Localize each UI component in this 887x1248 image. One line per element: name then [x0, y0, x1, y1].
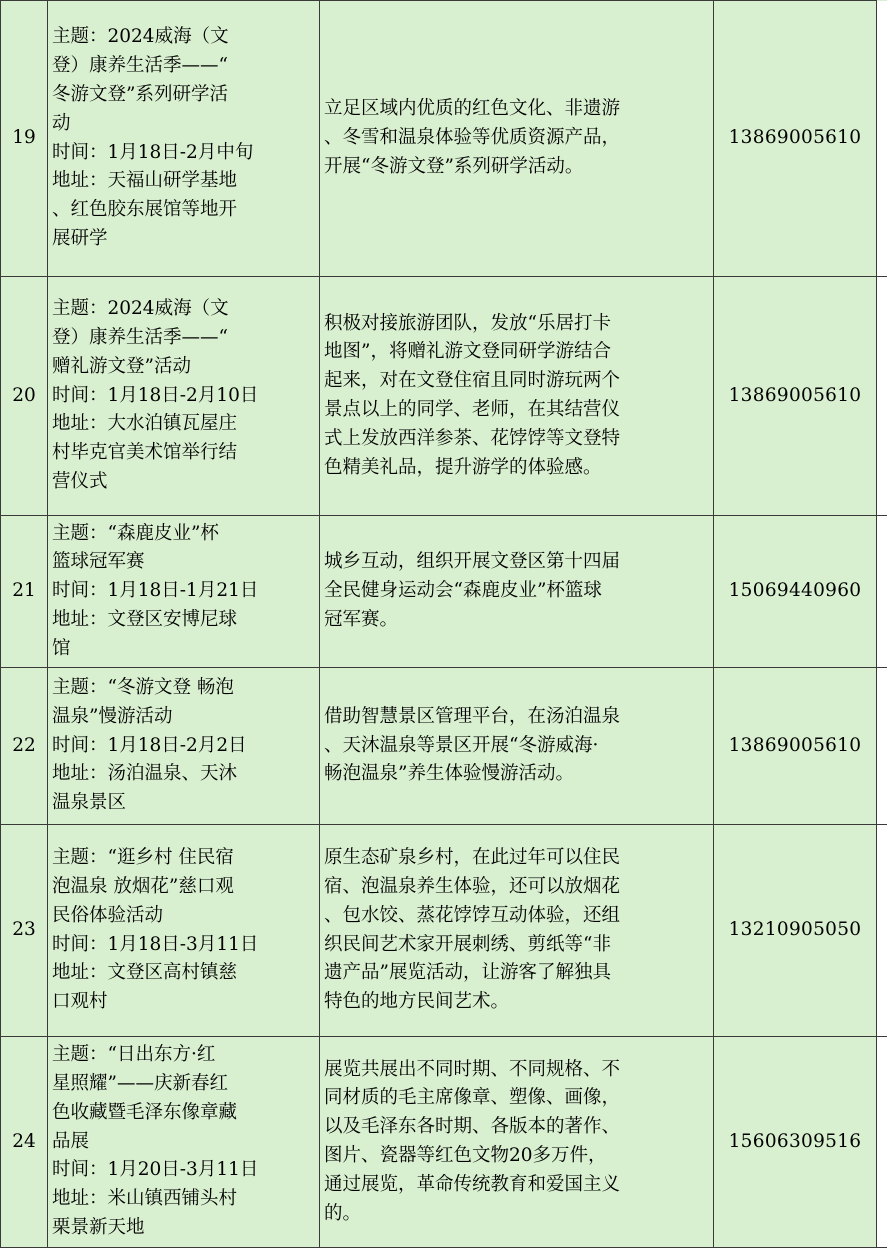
row-number: 23 — [1, 825, 48, 1037]
topic-line: 温泉景区 — [52, 789, 315, 818]
description-line: 通过展览，革命传统教育和爱国主义 — [324, 1171, 709, 1200]
activity-topic-cell — [48, 668, 320, 825]
trailing-cell — [877, 1037, 887, 1248]
topic-line: 主题：2024威海（文 — [52, 23, 315, 52]
description-line: 遗产品”展览活动，让游客了解独具 — [324, 959, 709, 988]
row-number: 22 — [1, 668, 48, 825]
trailing-cell — [877, 825, 887, 1037]
description-line: 地图”，将赠礼游文登同研学游结合 — [324, 338, 709, 367]
row-number: 20 — [1, 277, 48, 516]
activity-description-cell — [320, 1, 714, 277]
contact-phone: 15069440960 — [714, 516, 877, 668]
topic-line: 馆 — [52, 635, 315, 664]
description-line: 畅泡温泉”养生体验慢游活动。 — [324, 760, 709, 789]
topic-line: 时间：1月18日-2月10日 — [52, 382, 315, 411]
description-line: 展览共展出不同时期、不同规格、不 — [324, 1056, 709, 1085]
topic-line: 地址：汤泊温泉、天沐 — [52, 760, 315, 789]
table-row — [1, 668, 887, 825]
topic-line: 主题：“冬游文登 畅泡 — [52, 674, 315, 703]
topic-line: 登）康养生活季——“ — [52, 52, 315, 81]
topic-line: 民俗体验活动 — [52, 902, 315, 931]
description-line: 式上发放西洋参茶、花饽饽等文登特 — [324, 425, 709, 454]
topic-line: 品展 — [52, 1128, 315, 1157]
description-line: 冠军赛。 — [324, 606, 709, 635]
topic-line: 栗景新天地 — [52, 1214, 315, 1243]
description-line: 色精美礼品，提升游学的体验感。 — [324, 454, 709, 483]
topic-line: 地址：文登区高村镇慈 — [52, 959, 315, 988]
trailing-cell — [877, 1, 887, 277]
contact-phone: 13210905050 — [714, 825, 877, 1037]
activity-description-cell — [320, 825, 714, 1037]
topic-line: 登）康养生活季——“ — [52, 324, 315, 353]
trailing-cell — [877, 668, 887, 825]
activity-topic-cell — [48, 277, 320, 516]
description-line: 、冬雪和温泉体验等优质资源产品， — [324, 124, 709, 153]
activity-topic-cell — [48, 825, 320, 1037]
topic-line: 口观村 — [52, 988, 315, 1017]
contact-phone: 13869005610 — [714, 668, 877, 825]
topic-line: 时间：1月18日-1月21日 — [52, 577, 315, 606]
topic-line: 主题：“日出东方·红 — [52, 1041, 315, 1070]
description-line: 开展“冬游文登”系列研学活动。 — [324, 153, 709, 182]
activity-description-cell — [320, 1037, 714, 1248]
activity-topic-cell — [48, 516, 320, 668]
description-line: 借助智慧景区管理平台，在汤泊温泉 — [324, 703, 709, 732]
trailing-cell — [877, 516, 887, 668]
description-line: 原生态矿泉乡村，在此过年可以住民 — [324, 844, 709, 873]
topic-line: 时间：1月18日-2月2日 — [52, 732, 315, 761]
topic-line: 地址：文登区安博尼球 — [52, 606, 315, 635]
description-line: 城乡互动，组织开展文登区第十四届 — [324, 548, 709, 577]
activity-topic-cell — [48, 1037, 320, 1248]
description-line: 特色的地方民间艺术。 — [324, 988, 709, 1017]
description-line: 宿、泡温泉养生体验，还可以放烟花 — [324, 873, 709, 902]
trailing-cell — [877, 277, 887, 516]
description-line: 的。 — [324, 1200, 709, 1229]
activity-description-cell — [320, 516, 714, 668]
description-line: 全民健身运动会“森鹿皮业”杯篮球 — [324, 577, 709, 606]
topic-line: 地址：米山镇西铺头村 — [52, 1185, 315, 1214]
topic-line: 时间：1月18日-3月11日 — [52, 931, 315, 960]
topic-line: 星照耀”——庆新春红 — [52, 1070, 315, 1099]
topic-line: 、红色胶东展馆等地开 — [52, 196, 315, 225]
contact-phone: 15606309516 — [714, 1037, 877, 1248]
topic-line: 色收藏暨毛泽东像章藏 — [52, 1099, 315, 1128]
table-row — [1, 825, 887, 1037]
description-line: 立足区域内优质的红色文化、非遗游 — [324, 95, 709, 124]
topic-line: 温泉”慢游活动 — [52, 703, 315, 732]
description-line: 织民间艺术家开展刺绣、剪纸等“非 — [324, 931, 709, 960]
topic-line: 时间：1月20日-3月11日 — [52, 1156, 315, 1185]
row-number: 19 — [1, 1, 48, 277]
topic-line: 主题：“森鹿皮业”杯 — [52, 520, 315, 549]
contact-phone: 13869005610 — [714, 1, 877, 277]
description-line: 、天沐温泉等景区开展“冬游威海· — [324, 732, 709, 761]
row-number: 21 — [1, 516, 48, 668]
description-line: 积极对接旅游团队，发放“乐居打卡 — [324, 310, 709, 339]
activity-topic-cell — [48, 1, 320, 277]
contact-phone: 13869005610 — [714, 277, 877, 516]
row-number: 24 — [1, 1037, 48, 1248]
table-row — [1, 1037, 887, 1248]
description-line: 同材质的毛主席像章、塑像、画像， — [324, 1084, 709, 1113]
activity-description-cell — [320, 277, 714, 516]
topic-line: 冬游文登”系列研学活 — [52, 81, 315, 110]
topic-line: 泡温泉 放烟花”慈口观 — [52, 873, 315, 902]
topic-line: 地址：天福山研学基地 — [52, 167, 315, 196]
table-body — [1, 1, 887, 1248]
topic-line: 村毕克官美术馆举行结 — [52, 439, 315, 468]
topic-line: 赠礼游文登”活动 — [52, 353, 315, 382]
table-row — [1, 277, 887, 516]
topic-line: 营仪式 — [52, 468, 315, 497]
table-row — [1, 1, 887, 277]
topic-line: 主题：“逛乡村 住民宿 — [52, 844, 315, 873]
description-line: 景点以上的同学、老师，在其结营仪 — [324, 396, 709, 425]
description-line: 起来，对在文登住宿且同时游玩两个 — [324, 367, 709, 396]
topic-line: 展研学 — [52, 225, 315, 254]
activity-description-cell — [320, 668, 714, 825]
description-line: 图片、瓷器等红色文物20多万件， — [324, 1142, 709, 1171]
table-row — [1, 516, 887, 668]
topic-line: 动 — [52, 110, 315, 139]
topic-line: 篮球冠军赛 — [52, 548, 315, 577]
topic-line: 主题：2024威海（文 — [52, 295, 315, 324]
description-line: 、包水饺、蒸花饽饽互动体验，还组 — [324, 902, 709, 931]
description-line: 以及毛泽东各时期、各版本的著作、 — [324, 1113, 709, 1142]
topic-line: 时间：1月18日-2月中旬 — [52, 139, 315, 168]
topic-line: 地址：大水泊镇瓦屋庄 — [52, 410, 315, 439]
